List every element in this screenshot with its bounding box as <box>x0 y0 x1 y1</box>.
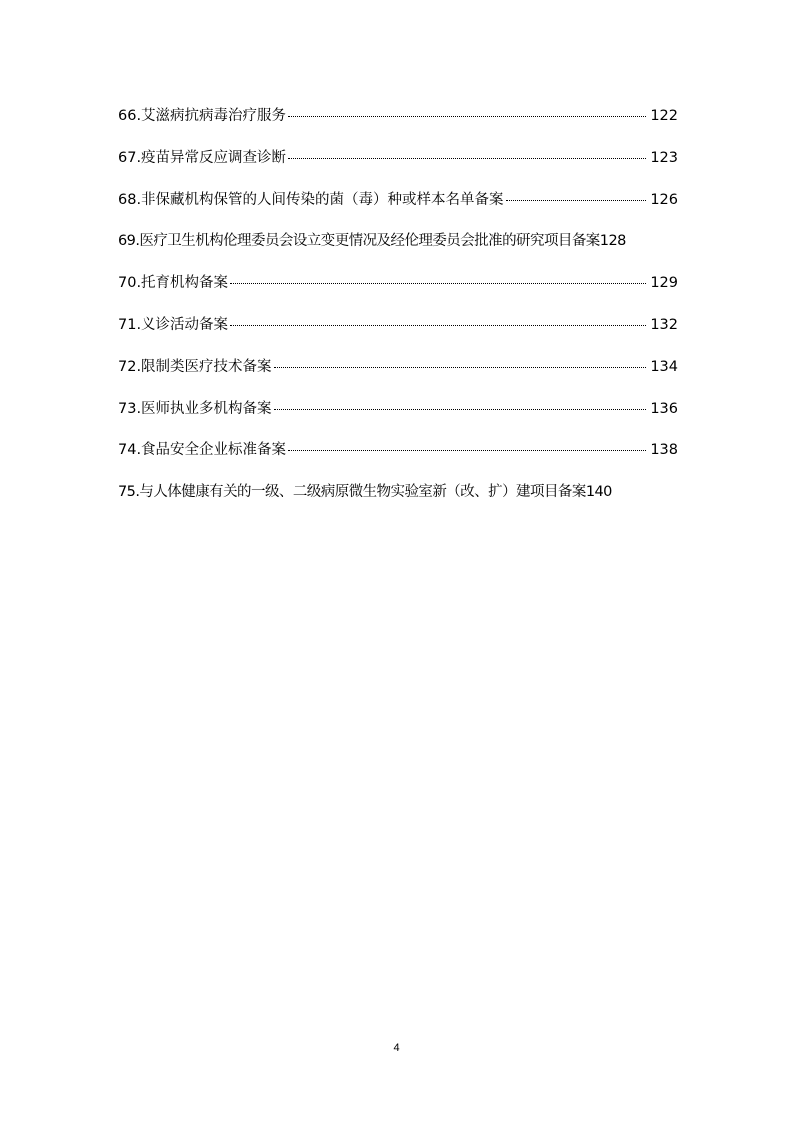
toc-entry-title: 75.与人体健康有关的一级、二级病原微生物实验室新（改、扩）建项目备案 <box>118 484 586 501</box>
toc-entry[interactable] <box>118 479 678 521</box>
toc-dot-leader <box>288 116 646 117</box>
toc-entry-title: 72.限制类医疗技术备案 <box>118 358 272 375</box>
toc-entry-page: 140 <box>585 484 612 501</box>
toc-entry-title: 73.医师执业多机构备案 <box>118 400 272 417</box>
toc-entry-title: 69.医疗卫生机构伦理委员会设立变更情况及经伦理委员会批准的研究项目备案 <box>118 233 600 250</box>
toc-dot-leader <box>274 409 647 410</box>
toc-entry-page: 126 <box>650 191 678 208</box>
toc-entry[interactable] <box>118 396 678 438</box>
toc-entry-page: 128 <box>599 233 626 250</box>
toc-entry-page: 134 <box>650 358 678 375</box>
toc-entry-title: 70.托育机构备案 <box>118 275 229 292</box>
toc-entry[interactable] <box>118 270 678 312</box>
toc-entry[interactable] <box>118 228 678 270</box>
toc-entry[interactable] <box>118 437 678 479</box>
toc-dot-leader <box>506 200 647 201</box>
toc-entry-title: 67.疫苗异常反应调查诊断 <box>118 149 287 166</box>
toc-entry-page: 138 <box>650 442 678 459</box>
toc-entry-title: 71.义诊活动备案 <box>118 316 229 333</box>
toc-dot-leader <box>274 367 647 368</box>
toc-entry[interactable] <box>118 354 678 396</box>
toc-entry-page: 136 <box>650 400 678 417</box>
toc-entry[interactable] <box>118 312 678 354</box>
toc-entry[interactable] <box>118 103 678 145</box>
toc-dot-leader <box>230 283 646 284</box>
toc-entry-title: 68.非保藏机构保管的人间传染的菌（毒）种或样本名单备案 <box>118 191 504 208</box>
toc-entry-page: 123 <box>650 149 678 166</box>
toc-dot-leader <box>230 325 646 326</box>
toc-entry-title: 66.艾滋病抗病毒治疗服务 <box>118 108 287 124</box>
toc-entry-page: 129 <box>650 275 678 292</box>
toc-entry[interactable] <box>118 145 678 187</box>
toc-entry-title: 74.食品安全企业标准备案 <box>118 442 287 459</box>
toc-entry-page: 122 <box>650 108 678 124</box>
toc-dot-leader <box>288 158 646 159</box>
toc-entry-page: 132 <box>650 316 678 333</box>
toc-dot-leader <box>288 450 646 451</box>
toc-entry[interactable] <box>118 187 678 229</box>
page-number: 4 <box>393 1042 400 1054</box>
table-of-contents <box>118 103 678 521</box>
